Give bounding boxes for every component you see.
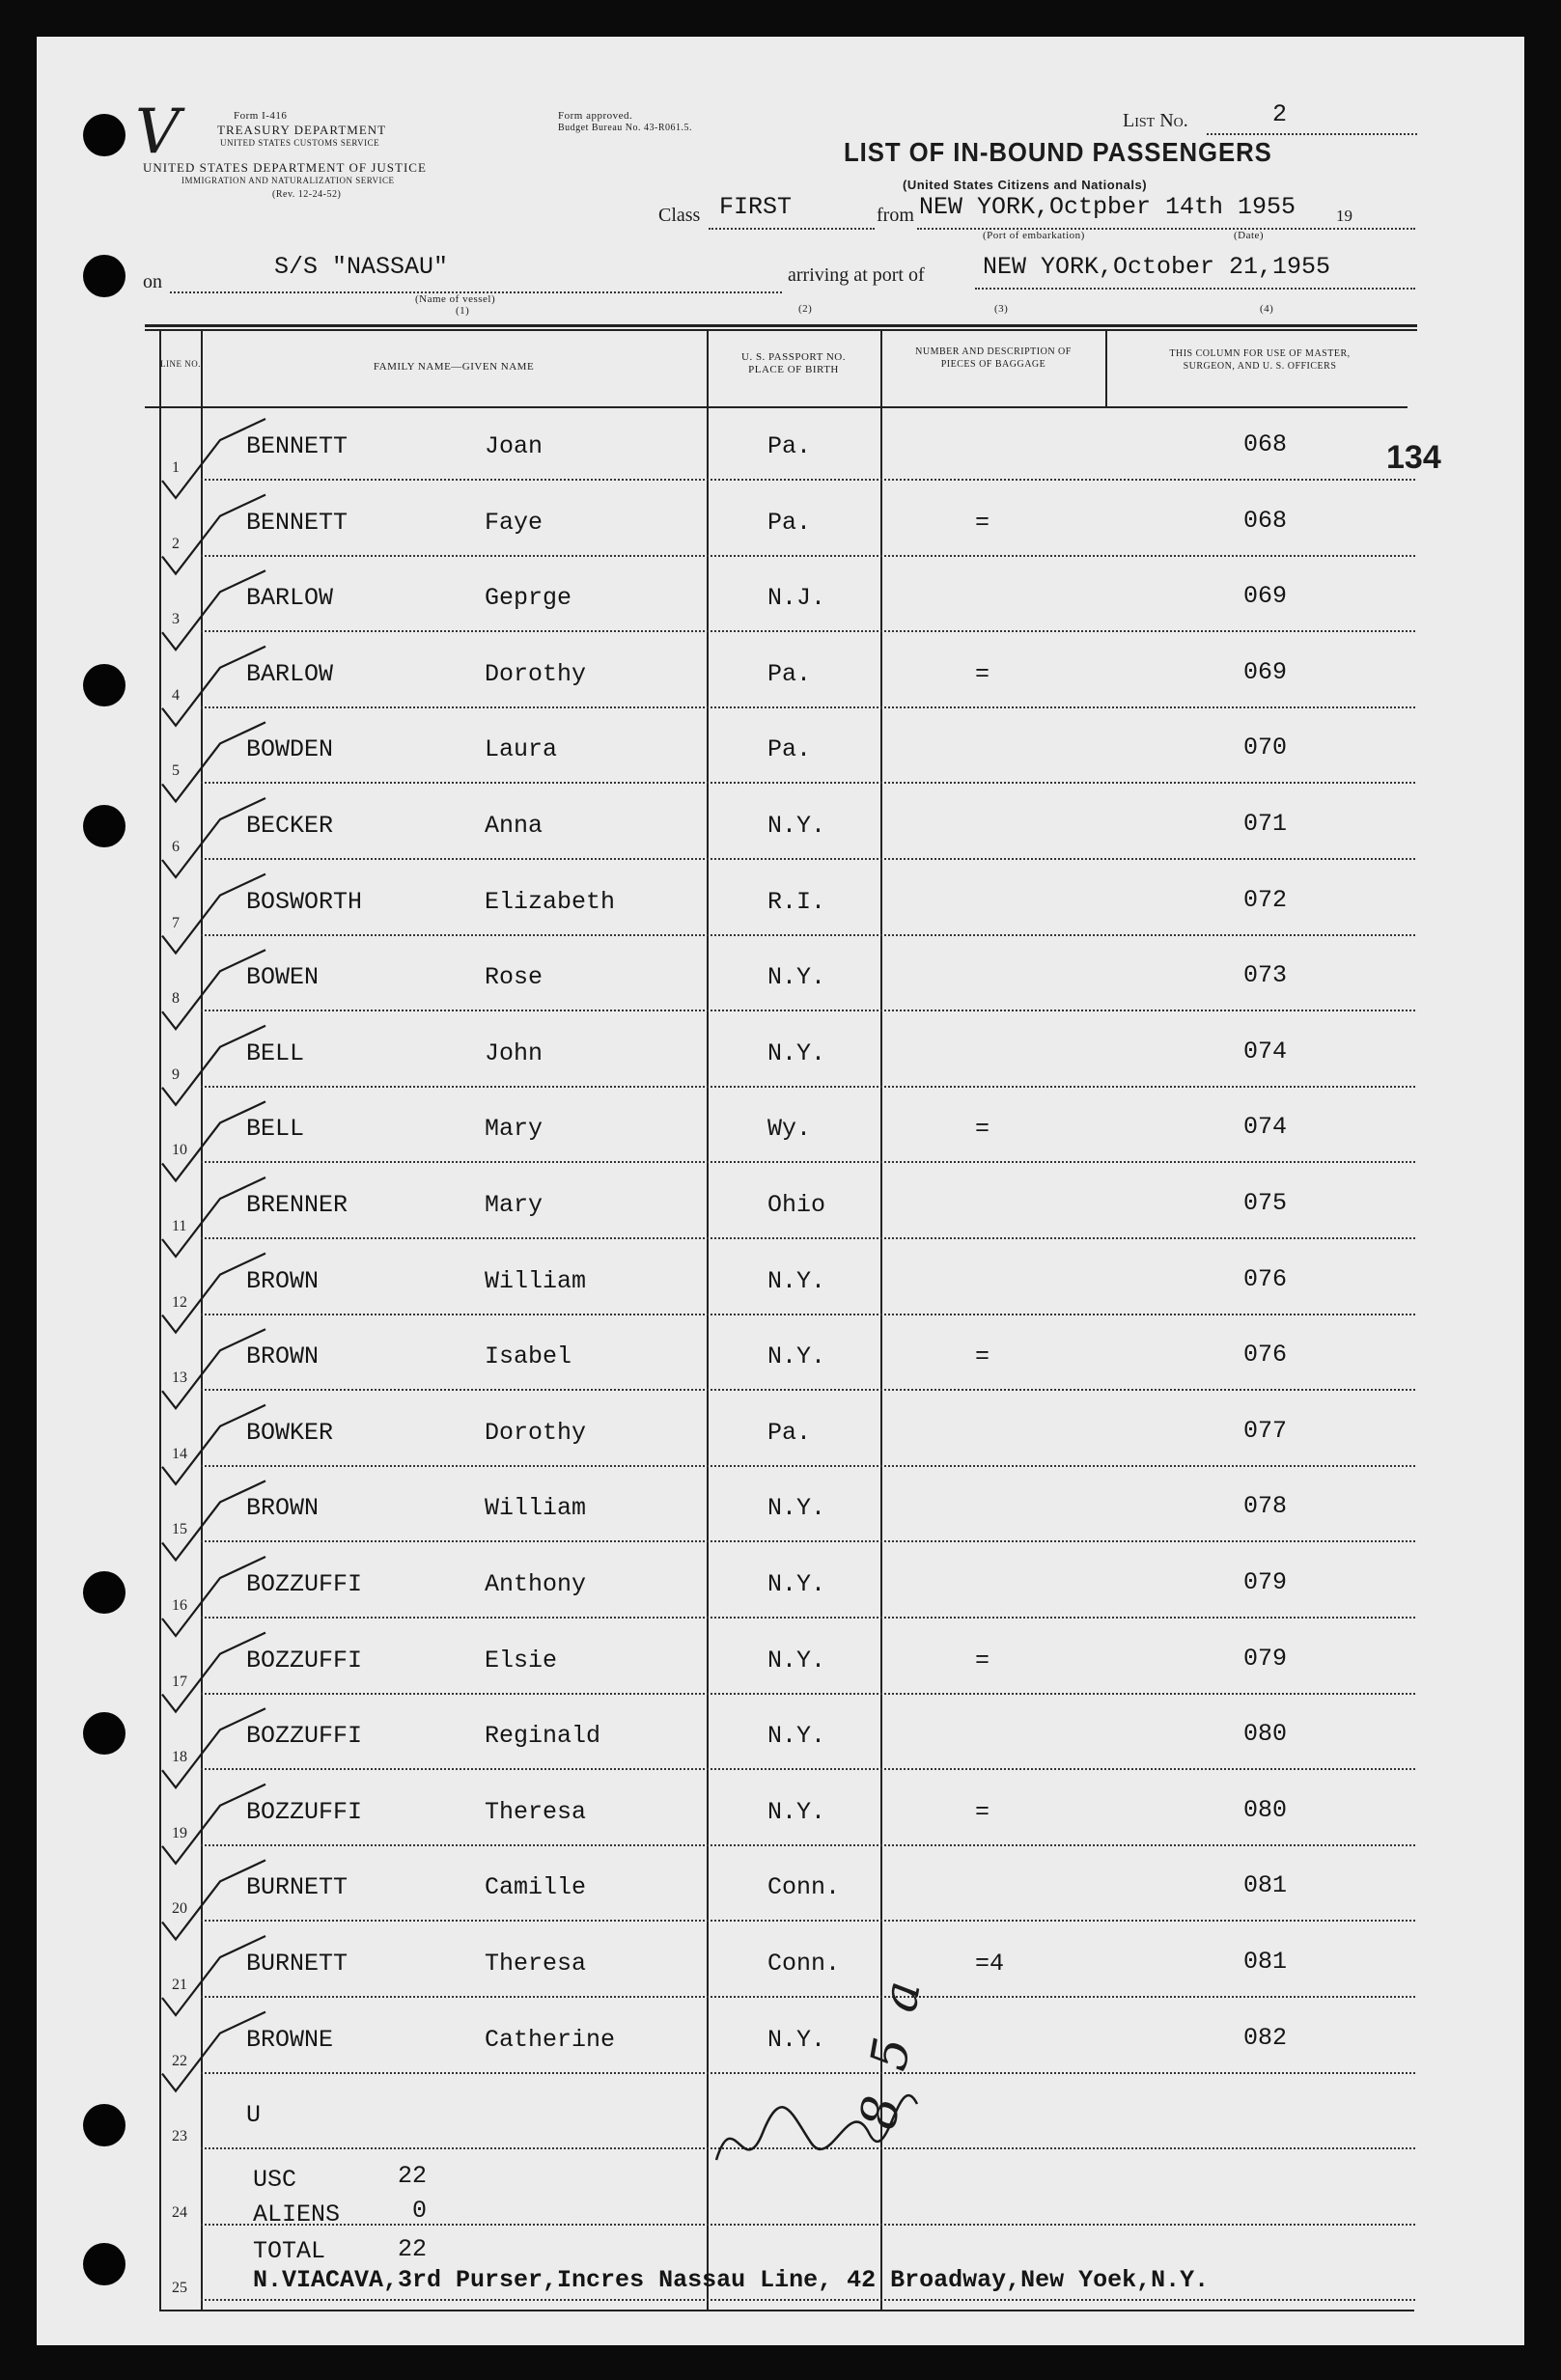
place-of-birth: N.Y. bbox=[767, 1797, 826, 1826]
place-of-birth: Conn. bbox=[767, 1950, 841, 1978]
col-num-4: (4) bbox=[1260, 303, 1274, 315]
check-tick bbox=[162, 874, 265, 954]
place-of-birth: Pa. bbox=[767, 508, 812, 537]
check-tick bbox=[162, 570, 265, 650]
check-tick bbox=[162, 1177, 265, 1257]
officer-code: 069 bbox=[1243, 657, 1288, 686]
given-name: Joan bbox=[485, 432, 544, 460]
family-name: BENNETT bbox=[246, 508, 348, 537]
place-of-birth: Wy. bbox=[767, 1115, 812, 1144]
officer-code: 071 bbox=[1243, 810, 1288, 838]
officer-code: 081 bbox=[1243, 1948, 1288, 1976]
officer-code: 076 bbox=[1243, 1264, 1288, 1293]
date-note: (Date) bbox=[1234, 230, 1265, 241]
family-name: BRENNER bbox=[246, 1191, 348, 1219]
place-of-birth: N.Y. bbox=[767, 963, 826, 992]
place-of-birth: N.J. bbox=[767, 584, 826, 613]
total-count: 22 bbox=[398, 2235, 428, 2263]
baggage: = bbox=[975, 1115, 990, 1144]
given-name: Dorothy bbox=[485, 659, 587, 688]
line-number: 23 bbox=[172, 2128, 187, 2145]
treasury-department: TREASURY DEPARTMENT bbox=[217, 123, 387, 137]
check-tick bbox=[162, 1936, 265, 2015]
place-of-birth: N.Y. bbox=[767, 1038, 826, 1067]
justice-department: UNITED STATES DEPARTMENT OF JUSTICE bbox=[143, 160, 427, 175]
family-name: BURNETT bbox=[246, 1873, 348, 1902]
officer-code: 068 bbox=[1243, 430, 1288, 458]
line-number: 25 bbox=[172, 2280, 187, 2297]
family-name: BOZZUFFI bbox=[246, 1570, 363, 1598]
family-name: BARLOW bbox=[246, 584, 334, 613]
baggage: = bbox=[975, 1797, 990, 1826]
officer-code: 069 bbox=[1243, 582, 1288, 611]
officer-code: 074 bbox=[1243, 1037, 1288, 1065]
line-number: 16 bbox=[172, 1597, 187, 1614]
given-name: Anna bbox=[485, 812, 544, 840]
family-name: BOWEN bbox=[246, 963, 320, 992]
place-of-birth: N.Y. bbox=[767, 1646, 826, 1674]
given-name: William bbox=[485, 1494, 587, 1523]
officer-code: 081 bbox=[1243, 1871, 1288, 1900]
line-number: 8 bbox=[172, 990, 180, 1008]
check-tick bbox=[162, 1557, 265, 1636]
given-name: William bbox=[485, 1266, 587, 1295]
officer-code: 073 bbox=[1243, 961, 1288, 990]
place-of-birth: Pa. bbox=[767, 432, 812, 460]
place-of-birth: N.Y. bbox=[767, 812, 826, 840]
check-tick bbox=[162, 1633, 265, 1712]
family-name: BROWN bbox=[246, 1266, 320, 1295]
officer-code: 068 bbox=[1243, 506, 1288, 535]
family-name: BROWN bbox=[246, 1494, 320, 1523]
officer-code: 075 bbox=[1243, 1189, 1288, 1217]
year-suffix: 19 bbox=[1336, 207, 1352, 225]
officer-code: 070 bbox=[1243, 733, 1288, 762]
col-header-baggage: NUMBER AND DESCRIPTION OF PIECES OF BAGGAGE bbox=[915, 346, 1072, 370]
list-no-label: List No. bbox=[1123, 110, 1188, 131]
col-header-line: LINE NO. bbox=[160, 359, 201, 369]
baggage: = bbox=[975, 508, 990, 537]
officer-code: 082 bbox=[1243, 2023, 1288, 2052]
usc-count: 22 bbox=[398, 2162, 428, 2190]
signature-scribble bbox=[716, 2095, 917, 2160]
given-name: Theresa bbox=[485, 1797, 587, 1826]
check-tick bbox=[162, 1860, 265, 1939]
family-name: BECKER bbox=[246, 812, 334, 840]
family-name: BURNETT bbox=[246, 1950, 348, 1978]
col-header-officers: THIS COLUMN FOR USE OF MASTER, SURGEON, AND U. S. OFFICERS bbox=[1169, 348, 1351, 372]
vessel-note: (Name of vessel) bbox=[415, 293, 496, 305]
baggage: =4 bbox=[975, 1950, 1005, 1978]
officer-code: 072 bbox=[1243, 885, 1288, 914]
given-name: Mary bbox=[485, 1191, 544, 1219]
customs-service: UNITED STATES CUSTOMS SERVICE bbox=[220, 138, 380, 148]
given-name: Mary bbox=[485, 1115, 544, 1144]
purser-line: N.VIACAVA,3rd Purser,Incres Nassau Line, 42 Broadway,New Yoek,N.Y. bbox=[253, 2266, 1210, 2294]
family-name: BOWDEN bbox=[246, 735, 334, 764]
col-header-name: FAMILY NAME—GIVEN NAME bbox=[373, 361, 535, 373]
family-name: BENNETT bbox=[246, 432, 348, 460]
place-of-birth: N.Y. bbox=[767, 1570, 826, 1598]
line-number: 14 bbox=[172, 1445, 187, 1462]
budget-bureau: Budget Bureau No. 43-R061.5. bbox=[558, 123, 692, 133]
check-tick bbox=[162, 1254, 265, 1333]
line-number: 20 bbox=[172, 1900, 187, 1918]
line-number: 5 bbox=[172, 762, 180, 780]
arrival-value: NEW YORK,October 21,1955 bbox=[983, 253, 1331, 281]
line-number: 3 bbox=[172, 611, 180, 628]
line-number: 13 bbox=[172, 1370, 187, 1387]
officer-code: 078 bbox=[1243, 1492, 1288, 1521]
family-name: BROWN bbox=[246, 1342, 320, 1371]
line-number: 11 bbox=[172, 1218, 187, 1234]
check-tick bbox=[162, 1708, 265, 1787]
given-name: Dorothy bbox=[485, 1418, 587, 1447]
given-name: Reginald bbox=[485, 1722, 601, 1751]
officer-code: 074 bbox=[1243, 1113, 1288, 1142]
place-of-birth: R.I. bbox=[767, 887, 826, 916]
given-name: Camille bbox=[485, 1873, 587, 1902]
place-of-birth: N.Y. bbox=[767, 1722, 826, 1751]
officer-code: 079 bbox=[1243, 1568, 1288, 1596]
class-label: Class bbox=[658, 205, 701, 226]
officer-code: 080 bbox=[1243, 1720, 1288, 1749]
page-subtitle: (United States Citizens and Nationals) bbox=[903, 178, 1148, 192]
given-name: John bbox=[485, 1038, 544, 1067]
officer-code: 077 bbox=[1243, 1416, 1288, 1445]
family-name: BOZZUFFI bbox=[246, 1646, 363, 1674]
form-number: Form I-416 bbox=[234, 110, 288, 122]
check-tick bbox=[162, 722, 265, 801]
line-number: 12 bbox=[172, 1293, 187, 1311]
check-tick bbox=[162, 798, 265, 877]
col-num-3: (3) bbox=[994, 303, 1009, 315]
check-tick bbox=[162, 1026, 265, 1105]
place-of-birth: Pa. bbox=[767, 659, 812, 688]
line-number: 17 bbox=[172, 1673, 187, 1690]
place-of-birth: Conn. bbox=[767, 1873, 841, 1902]
check-tick bbox=[162, 1405, 265, 1484]
line-number: 7 bbox=[172, 914, 180, 931]
check-tick bbox=[162, 2012, 265, 2091]
line-number: 6 bbox=[172, 839, 180, 855]
form-revision: (Rev. 12-24-52) bbox=[272, 189, 342, 200]
given-name: Laura bbox=[485, 735, 558, 764]
officer-code: 079 bbox=[1243, 1644, 1288, 1673]
port-note: (Port of embarkation) bbox=[983, 230, 1085, 241]
line-number: 4 bbox=[172, 686, 180, 704]
check-tick bbox=[162, 419, 265, 498]
officer-code: 076 bbox=[1243, 1341, 1288, 1370]
vessel-name: S/S "NASSAU" bbox=[274, 253, 449, 281]
line-number: 10 bbox=[172, 1142, 187, 1159]
given-name: Geprge bbox=[485, 584, 572, 613]
ins-service: IMMIGRATION AND NATURALIZATION SERVICE bbox=[181, 176, 395, 185]
place-of-birth: N.Y. bbox=[767, 1266, 826, 1295]
baggage: = bbox=[975, 1646, 990, 1674]
page-title: LIST OF IN-BOUND PASSENGERS bbox=[844, 137, 1272, 167]
check-tick bbox=[162, 950, 265, 1029]
given-name: Anthony bbox=[485, 1570, 587, 1598]
place-of-birth: Pa. bbox=[767, 735, 812, 764]
baggage: = bbox=[975, 1342, 990, 1371]
line-number: 1 bbox=[172, 459, 180, 476]
aliens-label: ALIENS bbox=[253, 2200, 341, 2228]
line-number: 24 bbox=[172, 2203, 187, 2221]
family-name: BELL bbox=[246, 1115, 305, 1144]
family-name: BOZZUFFI bbox=[246, 1722, 363, 1751]
usc-label: USC bbox=[253, 2166, 297, 2194]
officer-code: 080 bbox=[1243, 1795, 1288, 1824]
list-no-value: 2 bbox=[1272, 100, 1288, 128]
check-tick bbox=[162, 647, 265, 726]
line-number: 18 bbox=[172, 1749, 187, 1766]
family-name: BOWKER bbox=[246, 1418, 334, 1447]
line-number: 21 bbox=[172, 1977, 187, 1993]
from-label: from bbox=[877, 205, 914, 226]
check-tick bbox=[162, 1329, 265, 1408]
given-name: Faye bbox=[485, 508, 544, 537]
handwritten-check-mark: V bbox=[135, 97, 181, 168]
line-number: 9 bbox=[172, 1065, 180, 1083]
given-name: Isabel bbox=[485, 1342, 572, 1371]
class-value: FIRST bbox=[719, 193, 793, 221]
line-number: 2 bbox=[172, 535, 180, 552]
given-name: Elizabeth bbox=[485, 887, 616, 916]
form-approved: Form approved. bbox=[558, 110, 633, 122]
baggage: = bbox=[975, 659, 990, 688]
col-num-1: (1) bbox=[456, 305, 470, 317]
page-number: 134 bbox=[1386, 439, 1441, 476]
col-header-passport: U. S. PASSPORT NO. PLACE OF BIRTH bbox=[741, 351, 846, 375]
family-name: BARLOW bbox=[246, 659, 334, 688]
total-label: TOTAL bbox=[253, 2237, 326, 2265]
check-tick bbox=[162, 495, 265, 574]
col-num-2: (2) bbox=[798, 303, 813, 315]
place-of-birth: Pa. bbox=[767, 1418, 812, 1447]
place-of-birth: N.Y. bbox=[767, 1342, 826, 1371]
family-name: BROWNE bbox=[246, 2025, 334, 2054]
aliens-count: 0 bbox=[412, 2197, 428, 2225]
line-number: 22 bbox=[172, 2052, 187, 2069]
family-name: BELL bbox=[246, 1038, 305, 1067]
family-name: BOZZUFFI bbox=[246, 1797, 363, 1826]
check-tick bbox=[162, 1785, 265, 1864]
handwritten-annotation: 8 5 a bbox=[850, 1971, 934, 2134]
arriving-label: arriving at port of bbox=[788, 264, 925, 286]
given-name: Elsie bbox=[485, 1646, 558, 1674]
family-name: U bbox=[246, 2101, 262, 2130]
line-number: 19 bbox=[172, 1824, 187, 1841]
on-label: on bbox=[143, 271, 162, 292]
place-of-birth: N.Y. bbox=[767, 2025, 826, 2054]
family-name: BOSWORTH bbox=[246, 887, 363, 916]
given-name: Catherine bbox=[485, 2025, 616, 2054]
given-name: Rose bbox=[485, 963, 544, 992]
place-of-birth: Ohio bbox=[767, 1191, 826, 1219]
place-of-birth: N.Y. bbox=[767, 1494, 826, 1523]
given-name: Theresa bbox=[485, 1950, 587, 1978]
check-tick bbox=[162, 1481, 265, 1560]
embarkation-value: NEW YORK,Octpber 14th 1955 bbox=[919, 193, 1296, 221]
check-tick bbox=[162, 1101, 265, 1180]
line-number: 15 bbox=[172, 1521, 187, 1538]
